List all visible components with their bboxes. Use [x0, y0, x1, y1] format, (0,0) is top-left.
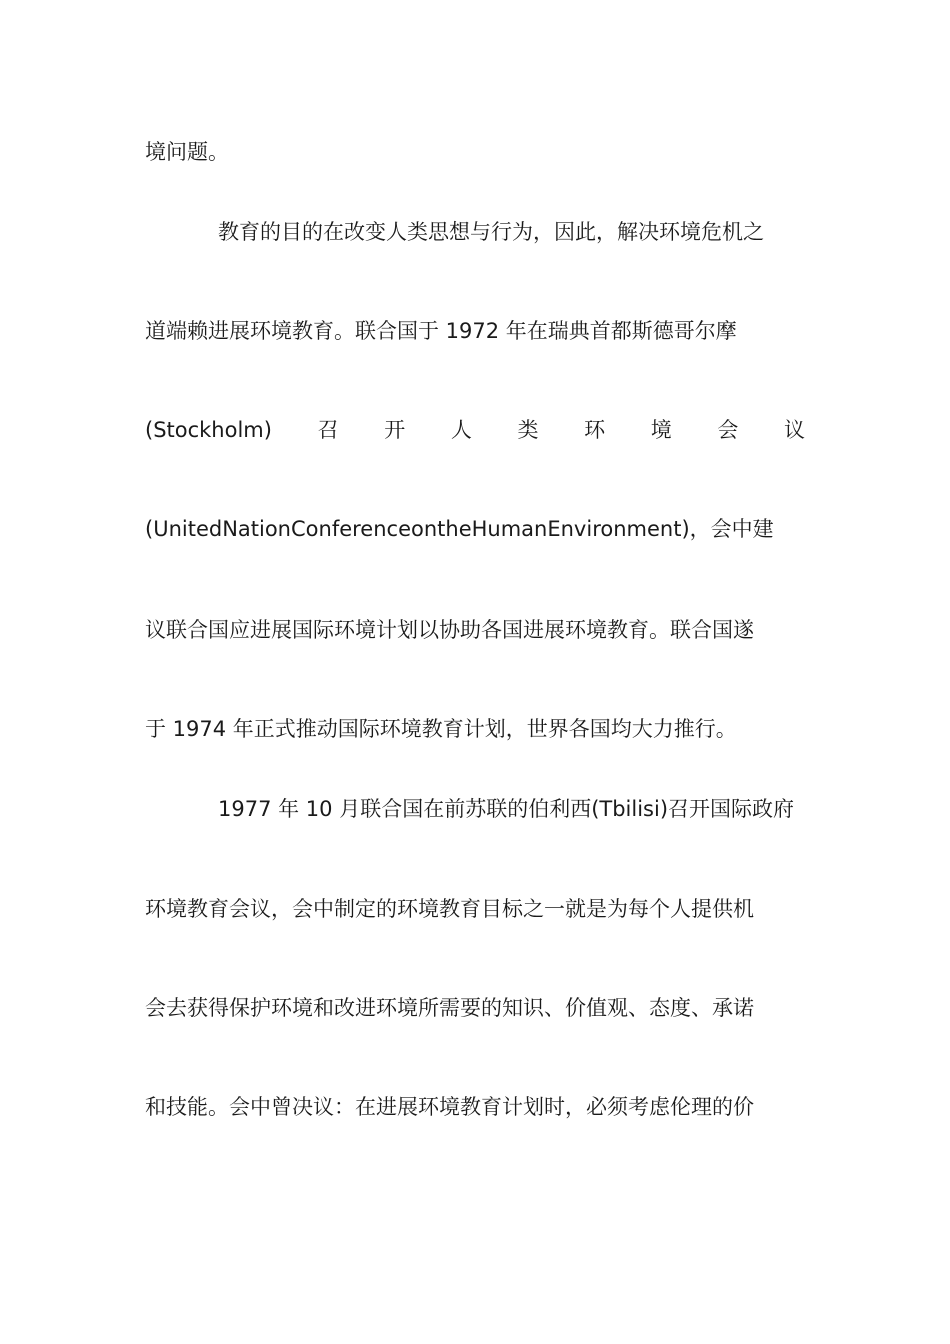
char-lei: 类 [517, 418, 539, 442]
text-line-1: 境问题。 [145, 140, 229, 164]
char-kai: 开 [384, 418, 406, 442]
text-line-2: 教育的目的在改变人类思想与行为，因此，解决环境危机之 [218, 220, 764, 244]
text-line-3: 道端赖进展环境教育。联合国于 1972 年在瑞典首都斯德哥尔摩 [145, 319, 737, 343]
text-line-4-justified [145, 410, 805, 450]
text-line-7: 于 1974 年正式推动国际环境教育计划，世界各国均大力推行。 [145, 717, 737, 741]
text-line-8: 1977 年 10 月联合国在前苏联的伯利西(Tbilisi)召开国际政府 [218, 797, 795, 821]
text-line-5: (UnitedNationConferenceontheHumanEnvironment)，会中建 [145, 517, 774, 541]
char-zhao: 召 [317, 418, 339, 442]
word-stockholm: (Stockholm) [145, 418, 272, 442]
text-line-11: 和技能。会中曾决议：在进展环境教育计划时，必须考虑伦理的价 [145, 1095, 754, 1119]
text-line-9: 环境教育会议，会中制定的环境教育目标之一就是为每个人提供机 [145, 897, 754, 921]
char-huan: 环 [584, 418, 606, 442]
char-ren: 人 [450, 418, 472, 442]
text-line-6: 议联合国应进展国际环境计划以协助各国进展环境教育。联合国遂 [145, 618, 754, 642]
text-line-10: 会去获得保护环境和改进环境所需要的知识、价值观、态度、承诺 [145, 996, 754, 1020]
char-hui: 会 [717, 418, 739, 442]
char-jing: 境 [650, 418, 672, 442]
char-yi: 议 [783, 418, 805, 442]
